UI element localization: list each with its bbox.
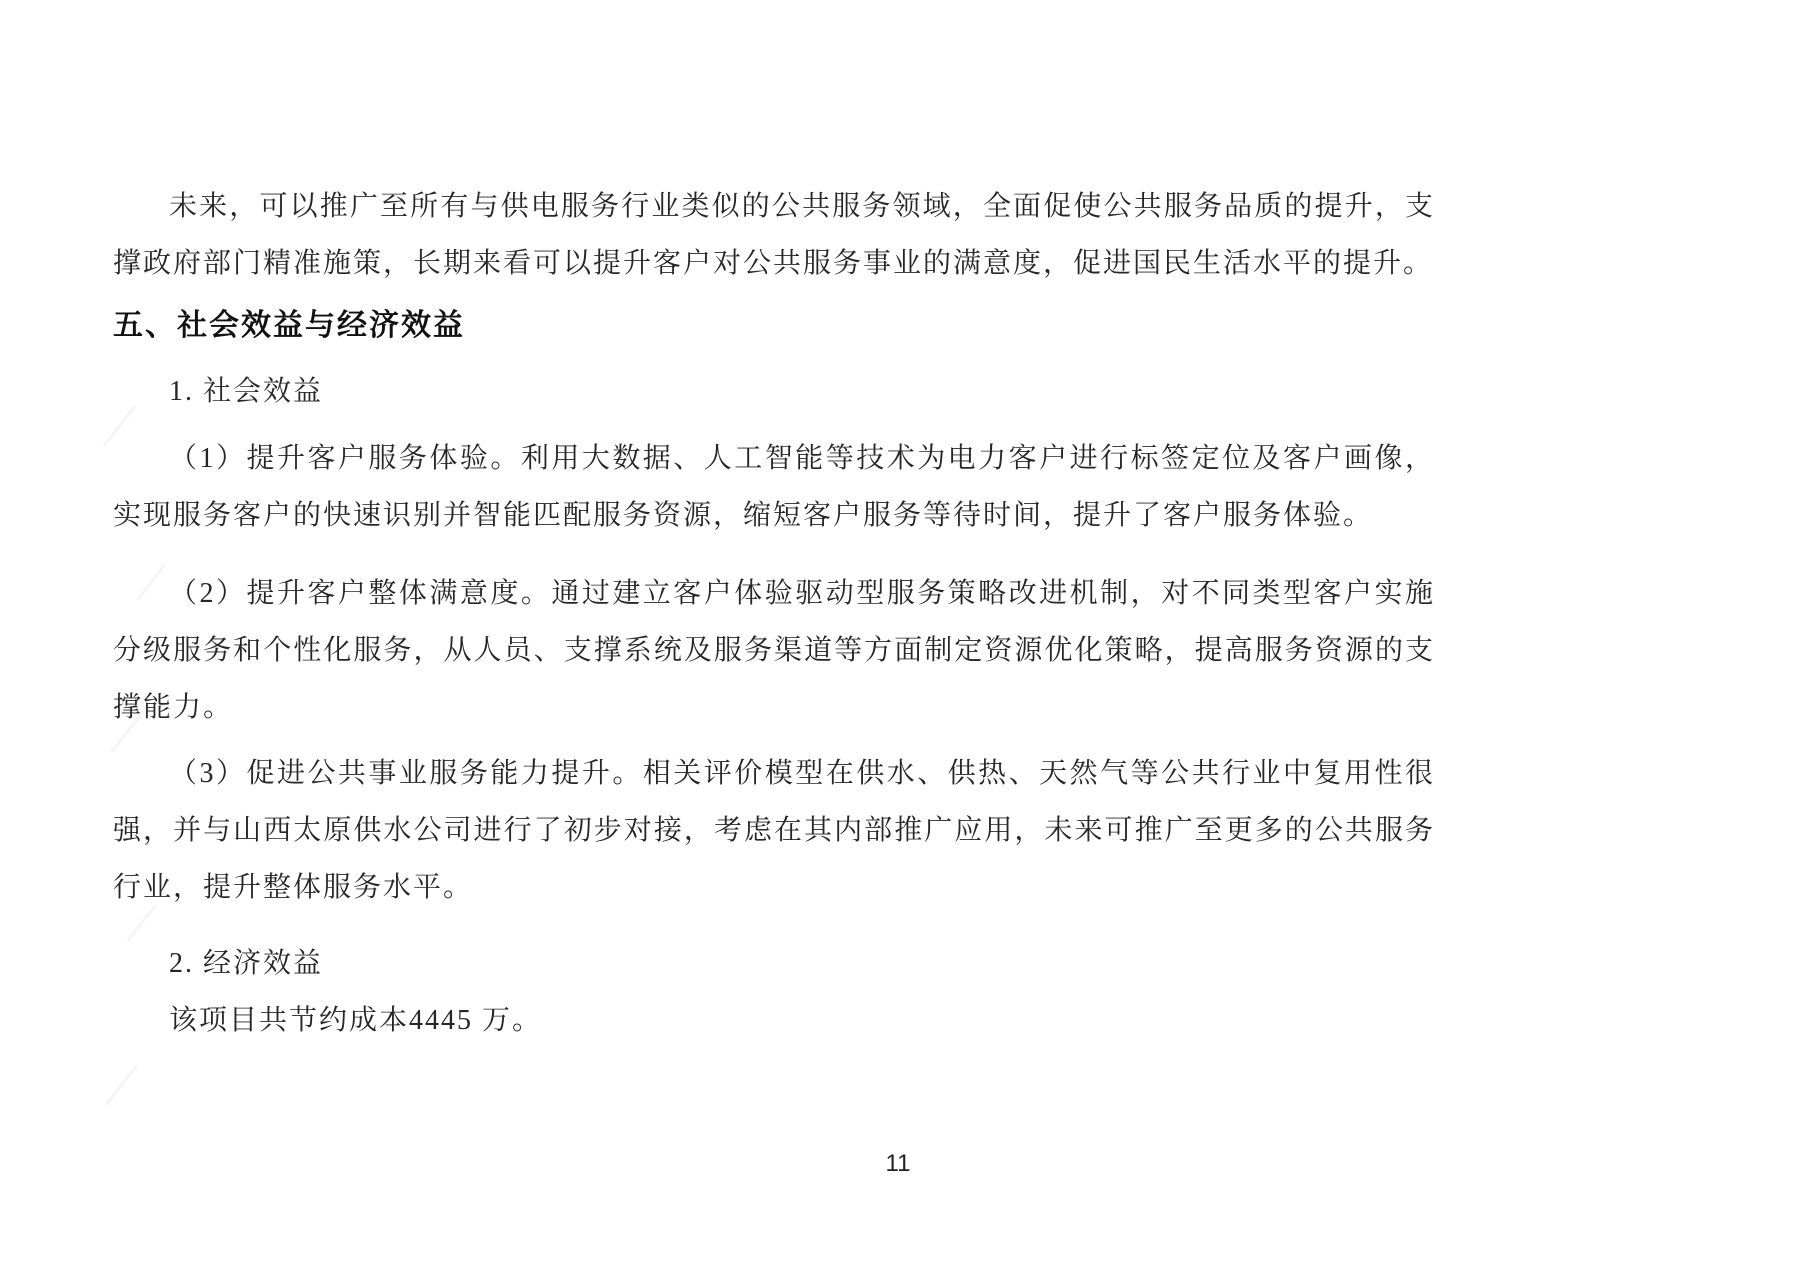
- page-number: 11: [885, 1150, 911, 1177]
- intro-paragraph: 未来，可以推广至所有与供电服务行业类似的公共服务领域，全面促使公共服务品质的提升，支撑政府部门精准施策，长期来看可以提升客户对公共服务事业的满意度，促进国民生活水平的提升。: [113, 191, 1435, 279]
- section-heading-benefits: 五、社会效益与经济效益: [113, 309, 465, 342]
- benefit-item-2: （2）提升客户整体满意度。通过建立客户体验驱动型服务策略改进机制，对不同类型客户实施分级服务和个性化服务，从人员、支撑系统及服务渠道等方面制定资源优化策略，提高服务资源的支撑能力。: [113, 578, 1435, 723]
- subheading-economic-benefit: 2. 经济效益: [169, 948, 324, 979]
- benefit-item-3: （3）促进公共事业服务能力提升。相关评价模型在供水、供热、天然气等公共行业中复用性很强，并与山西太原供水公司进行了初步对接，考虑在其内部推广应用，未来可推广至更多的公共服务行业，提升整体服务水平。: [113, 758, 1435, 903]
- cost-savings-line: 该项目共节约成本4445 万。: [169, 1005, 543, 1036]
- benefit-item-1: （1）提升客户服务体验。利用大数据、人工智能等技术为电力客户进行标签定位及客户画像，实现服务客户的快速识别并智能匹配服务资源，缩短客户服务等待时间，提升了客户服务体验。: [113, 443, 1435, 531]
- subheading-social-benefit: 1. 社会效益: [169, 376, 324, 407]
- text-content: [113, 178, 1435, 1049]
- scan-artifact: [105, 1064, 138, 1105]
